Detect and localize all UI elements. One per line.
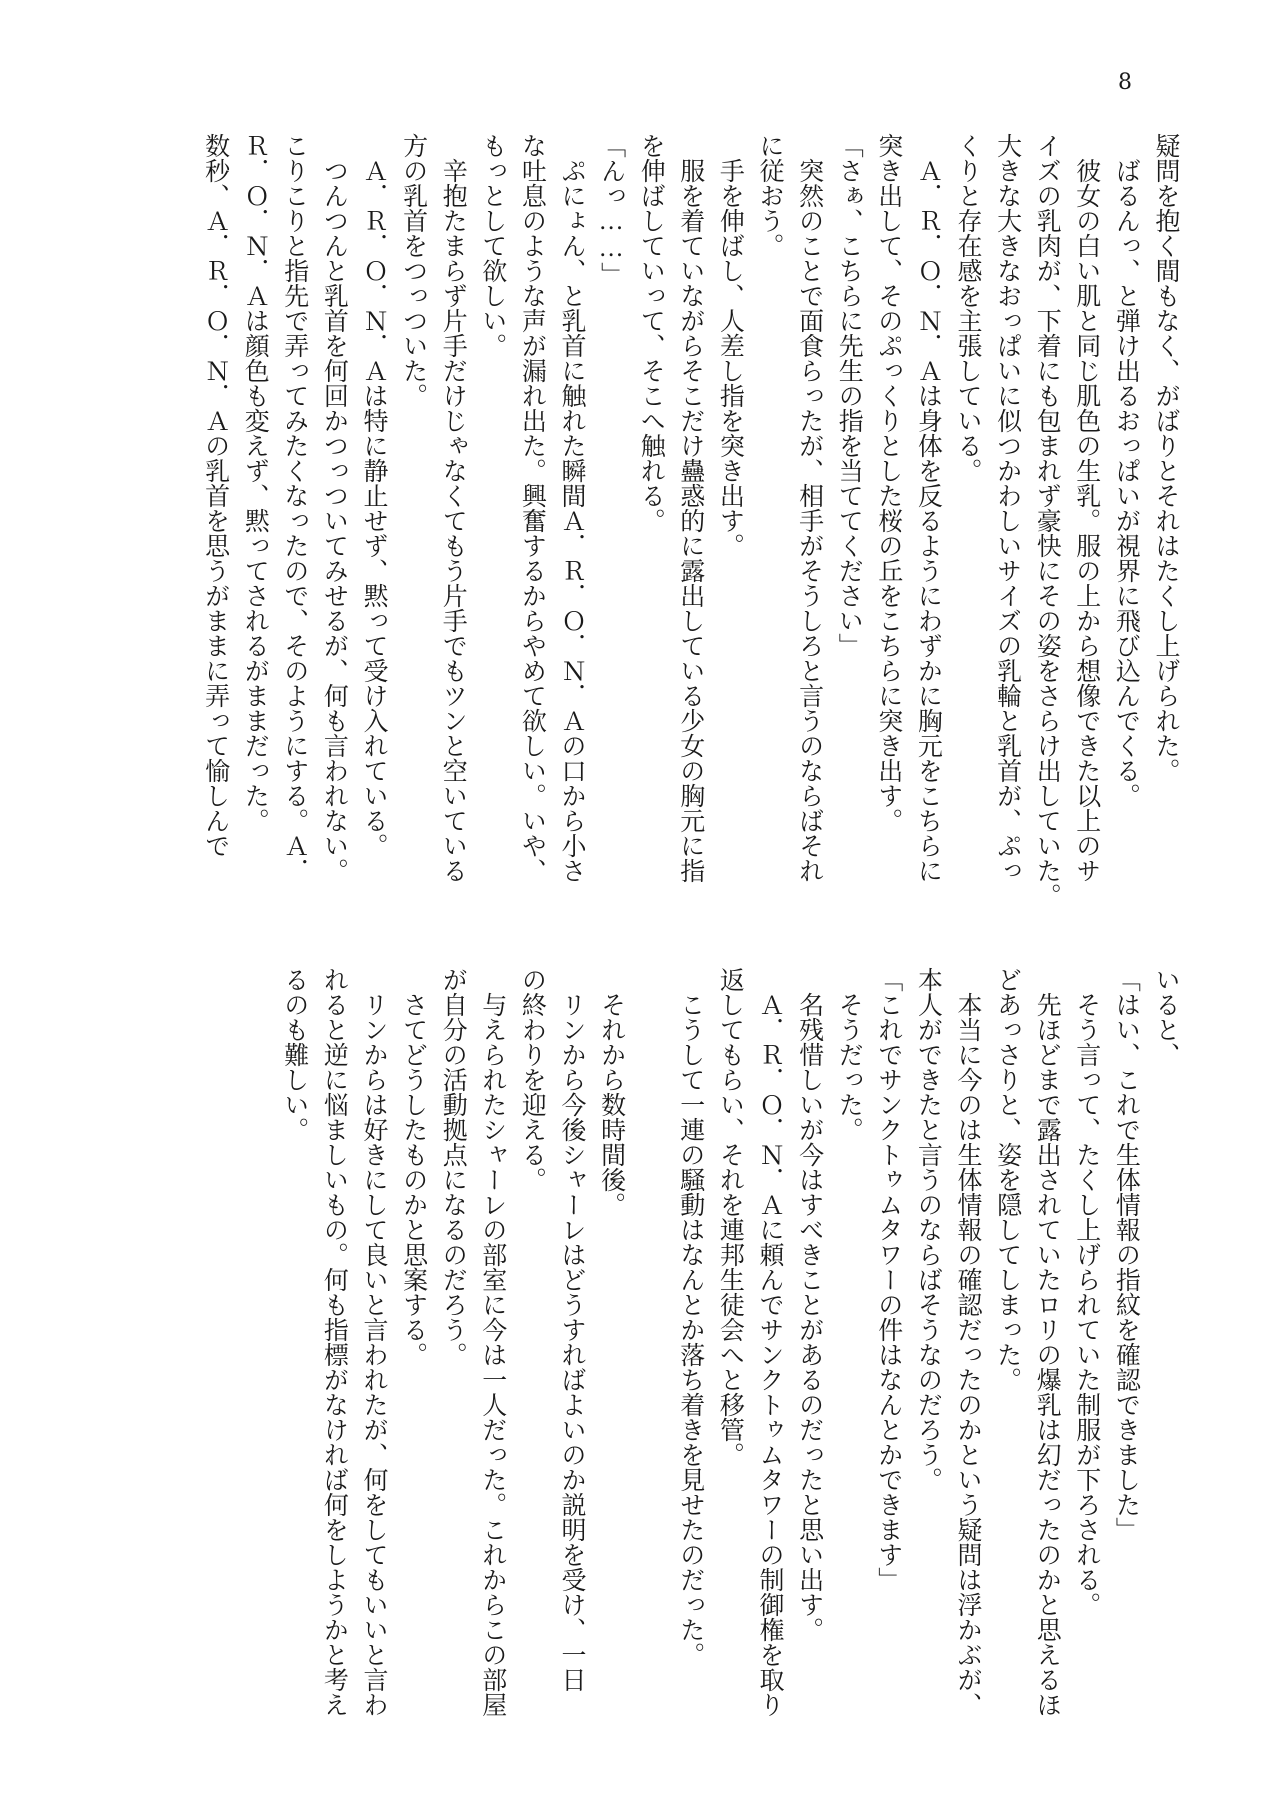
- text-column: 先ほどまで露出されていたロリの爆乳は幻だったのかと思えるほ: [1033, 967, 1061, 1717]
- text-column: さてどうしたものかと思案する。: [399, 967, 427, 1367]
- text-column: 突き出して、そのぷっくりとした桜の丘をこちらに突き出す。: [874, 133, 902, 833]
- text-column: リンからは好きにして良いと言われたが、何をしてもいいと言わ: [360, 967, 387, 1717]
- text-column: イズの乳肉が、下着にも包まれず豪快にその姿をさらけ出していた。: [1033, 133, 1061, 908]
- text-column: こうして一連の騒動はなんとか落ち着きを見せたのだった。: [676, 967, 704, 1667]
- text-column: いると、: [1152, 967, 1179, 1067]
- text-column: を伸ばしていって、そこへ触れる。: [637, 133, 665, 533]
- text-column: 与えられたシャーレの部室に今は一人だった。これからこの部屋: [478, 967, 506, 1717]
- text-column: Ｒ．Ｏ．Ｎ．Ａは顔色も変えず、黙ってされるがままだった。: [241, 133, 269, 833]
- text-column: どあっさりと、姿を隠してしまった。: [993, 967, 1021, 1392]
- text-column: れると逆に悩ましいもの。何も指標がなければ何をしようかと考え: [320, 967, 348, 1717]
- text-column: 服を着ていながらそこだけ蠱惑的に露出している少女の胸元に指: [676, 133, 704, 883]
- text-column: それから数時間後。: [597, 967, 625, 1217]
- text-column: つんつんと乳首を何回かつっついてみせるが、何も言われない。: [320, 133, 348, 883]
- text-column: 本人ができたと言うのならばそうなのだろう。: [914, 967, 942, 1492]
- text-column: 数秒、Ａ．Ｒ．Ｏ．Ｎ．Ａの乳首を思うがままに弄って愉しんで: [201, 133, 229, 858]
- text-column: Ａ．Ｒ．Ｏ．Ｎ．Ａは身体を反るようにわずかに胸元をこちらに: [914, 133, 942, 883]
- text-column: Ａ．Ｒ．Ｏ．Ｎ．Ａに頼んでサンクトゥムタワーの制御権を取り: [756, 967, 783, 1717]
- text-column: 彼女の白い肌と同じ肌色の生乳。服の上から想像できた以上のサ: [1072, 133, 1100, 883]
- text-column: 名残惜しいが今はすべきことがあるのだったと思い出す。: [795, 967, 823, 1642]
- text-column: の終わりを迎える。: [518, 967, 546, 1192]
- text-column: 辛抱たまらず片手だけじゃなくてもう片手でもツンと空いている: [439, 133, 467, 883]
- text-column: るのも難しい。: [280, 967, 308, 1142]
- text-column: 大きな大きなおっぱいに似つかわしいサイズの乳輪と乳首が、ぷっ: [993, 133, 1021, 883]
- text-column: な吐息のような声が漏れ出た。興奮するからやめて欲しい。いや、: [518, 133, 546, 883]
- text-column: そう言って、たくし上げられていた制服が下ろされる。: [1072, 967, 1100, 1617]
- text-column: 「さぁ、こちらに先生の指を当ててください」: [835, 133, 863, 658]
- text-column: 「これでサンクトゥムタワーの件はなんとかできます」: [874, 967, 902, 1592]
- text-column: くりと存在感を主張している。: [954, 133, 981, 483]
- text-column: 返してもらい、それを連邦生徒会へと移管。: [716, 967, 744, 1467]
- text-column: リンから今後シャーレはどうすればよいのか説明を受け、一日: [558, 967, 585, 1692]
- text-column: [635, 967, 665, 1727]
- text-column: に従おう。: [756, 133, 783, 258]
- text-column: 「んっ……」: [597, 133, 625, 287]
- text-column: ぷにょん、と乳首に触れた瞬間Ａ．Ｒ．Ｏ．Ｎ．Ａの口から小さ: [558, 133, 585, 883]
- text-column: 「はい、これで生体情報の指紋を確認できました」: [1112, 967, 1140, 1542]
- text-column: 突然のことで面食らったが、相手がそうしろと言うのならばそれ: [795, 133, 823, 883]
- text-column: こりこりと指先で弄ってみたくなったので、そのようにする。Ａ．: [280, 133, 308, 883]
- page-number: 8: [1118, 70, 1132, 95]
- text-column: 本当に今のは生体情報の確認だったのかという疑問は浮かぶが、: [954, 967, 981, 1717]
- text-column: Ａ．Ｒ．Ｏ．Ｎ．Ａは特に静止せず、黙って受け入れている。: [360, 133, 387, 858]
- text-column: 方の乳首をつっついた。: [399, 133, 427, 408]
- text-column: ばるんっ、と弾け出るおっぱいが視界に飛び込んでくる。: [1112, 133, 1140, 808]
- text-column: 手を伸ばし、人差し指を突き出す。: [716, 133, 744, 558]
- text-column: そうだった。: [835, 967, 863, 1142]
- text-column: 疑問を抱く間もなく、がばりとそれはたくし上げられた。: [1152, 133, 1179, 783]
- text-column: もっとして欲しい。: [478, 133, 506, 358]
- text-column: が自分の活動拠点になるのだろう。: [439, 967, 467, 1367]
